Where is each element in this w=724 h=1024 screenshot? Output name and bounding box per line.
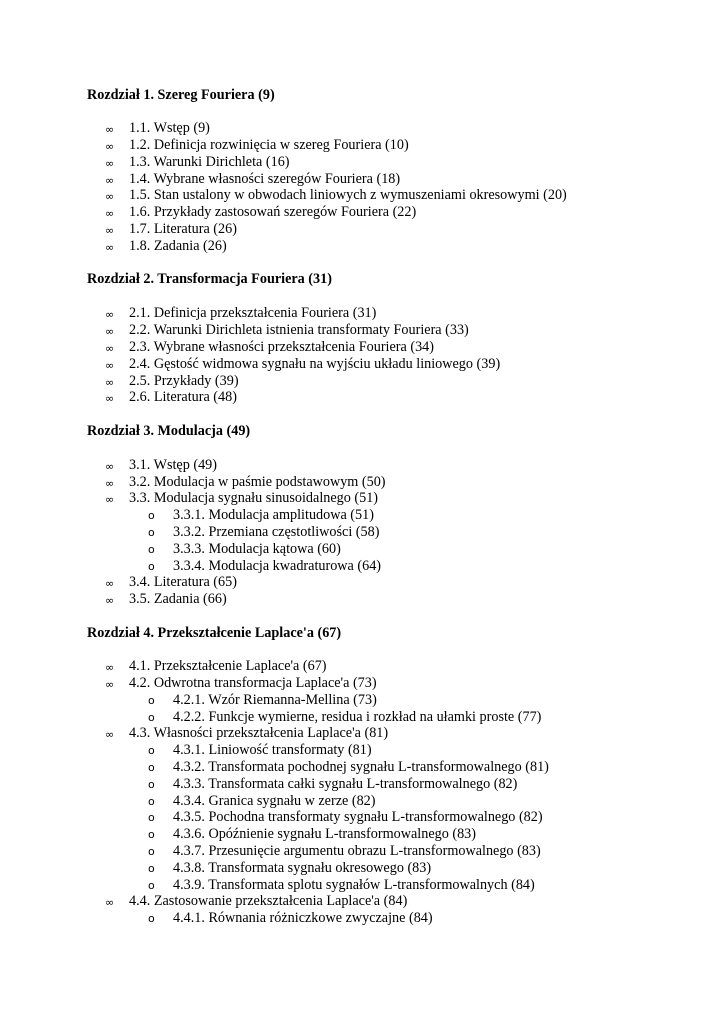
toc-item-text: 3.1. Wstęp (49)	[129, 457, 217, 473]
toc-item-text: 1.2. Definicja rozwinięcia w szereg Fouriera (10)	[129, 137, 409, 153]
infinity-bullet-icon: ∞	[105, 207, 115, 220]
toc-item-text: 3.2. Modulacja w paśmie podstawowym (50)	[129, 474, 386, 490]
toc-item-text: 2.6. Literatura (48)	[129, 389, 237, 405]
infinity-bullet-icon: ∞	[105, 661, 115, 674]
toc-item-text: 4.1. Przekształcenie Laplace'a (67)	[129, 658, 327, 674]
infinity-bullet-icon: ∞	[105, 174, 115, 187]
chapter-heading: Rozdział 2. Transformacja Fouriera (31)	[87, 271, 332, 287]
toc-subitem-text: 3.3.2. Przemiana częstotliwości (58)	[173, 524, 380, 540]
toc-subitem-text: 3.3.3. Modulacja kątowa (60)	[173, 541, 341, 557]
infinity-bullet-icon: ∞	[105, 392, 115, 405]
circle-bullet-icon: o	[148, 778, 155, 791]
infinity-bullet-icon: ∞	[105, 190, 115, 203]
toc-subitem-text: 4.2.1. Wzór Riemanna-Mellina (73)	[173, 692, 377, 708]
infinity-bullet-icon: ∞	[105, 376, 115, 389]
infinity-bullet-icon: ∞	[105, 577, 115, 590]
toc-item-text: 1.8. Zadania (26)	[129, 238, 227, 254]
toc-item-text: 2.4. Gęstość widmowa sygnału na wyjściu układu liniowego (39)	[129, 356, 501, 372]
chapter-heading: Rozdział 1. Szereg Fouriera (9)	[87, 87, 275, 103]
toc-subitem-text: 4.3.9. Transformata splotu sygnałów L-transformowalnych (84)	[173, 877, 535, 893]
toc-subitem-text: 3.3.1. Modulacja amplitudowa (51)	[173, 507, 374, 523]
circle-bullet-icon: o	[148, 879, 155, 892]
chapter-heading: Rozdział 4. Przekształcenie Laplace'a (67)	[87, 625, 342, 641]
infinity-bullet-icon: ∞	[105, 678, 115, 691]
toc-item-text: 2.3. Wybrane własności przekształcenia Fouriera (34)	[129, 339, 434, 355]
toc-subitem-text: 4.3.6. Opóźnienie sygnału L-transformowalnego (83)	[173, 826, 476, 842]
toc-item-text: 3.4. Literatura (65)	[129, 574, 237, 590]
toc-item-text: 1.7. Literatura (26)	[129, 221, 237, 237]
toc-subitem-text: 4.3.3. Transformata całki sygnału L-transformowalnego (82)	[173, 776, 518, 792]
toc-item-text: 3.3. Modulacja sygnału sinusoidalnego (51)	[129, 490, 379, 506]
toc-subitem-text: 4.4.1. Równania różniczkowe zwyczajne (84)	[173, 910, 433, 926]
toc-subitem-text: 4.3.4. Granica sygnału w zerze (82)	[173, 793, 376, 809]
toc-item-text: 4.2. Odwrotna transformacja Laplace'a (73)	[129, 675, 377, 691]
toc-subitem-text: 4.2.2. Funkcje wymierne, residua i rozkład na ułamki proste (77)	[173, 709, 542, 725]
infinity-bullet-icon: ∞	[105, 594, 115, 607]
infinity-bullet-icon: ∞	[105, 493, 115, 506]
infinity-bullet-icon: ∞	[105, 140, 115, 153]
toc-item-text: 2.2. Warunki Dirichleta istnienia transformaty Fouriera (33)	[129, 322, 469, 338]
circle-bullet-icon: o	[148, 526, 155, 539]
infinity-bullet-icon: ∞	[105, 224, 115, 237]
circle-bullet-icon: o	[148, 862, 155, 875]
infinity-bullet-icon: ∞	[105, 157, 115, 170]
infinity-bullet-icon: ∞	[105, 123, 115, 136]
infinity-bullet-icon: ∞	[105, 896, 115, 909]
circle-bullet-icon: o	[148, 845, 155, 858]
circle-bullet-icon: o	[148, 744, 155, 757]
toc-subitem-text: 4.3.1. Liniowość transformaty (81)	[173, 742, 372, 758]
toc-item-text: 1.4. Wybrane własności szeregów Fouriera (18)	[129, 171, 401, 187]
circle-bullet-icon: o	[148, 711, 155, 724]
toc-item-text: 2.5. Przykłady (39)	[129, 373, 239, 389]
circle-bullet-icon: o	[148, 912, 155, 925]
infinity-bullet-icon: ∞	[105, 728, 115, 741]
toc-subitem-text: 3.3.4. Modulacja kwadraturowa (64)	[173, 558, 382, 574]
circle-bullet-icon: o	[148, 811, 155, 824]
circle-bullet-icon: o	[148, 795, 155, 808]
toc-item-text: 3.5. Zadania (66)	[129, 591, 227, 607]
toc-item-text: 4.3. Własności przekształcenia Laplace'a (81)	[129, 725, 389, 741]
infinity-bullet-icon: ∞	[105, 241, 115, 254]
toc-subitem-text: 4.3.5. Pochodna transformaty sygnału L-transformowalnego (82)	[173, 809, 543, 825]
infinity-bullet-icon: ∞	[105, 359, 115, 372]
circle-bullet-icon: o	[148, 828, 155, 841]
circle-bullet-icon: o	[148, 560, 155, 573]
circle-bullet-icon: o	[148, 694, 155, 707]
infinity-bullet-icon: ∞	[105, 342, 115, 355]
infinity-bullet-icon: ∞	[105, 325, 115, 338]
toc-item-text: 2.1. Definicja przekształcenia Fouriera (31)	[129, 305, 377, 321]
circle-bullet-icon: o	[148, 543, 155, 556]
chapter-heading: Rozdział 3. Modulacja (49)	[87, 423, 251, 439]
toc-subitem-text: 4.3.2. Transformata pochodnej sygnału L-transformowalnego (81)	[173, 759, 549, 775]
circle-bullet-icon: o	[148, 509, 155, 522]
toc-item-text: 1.5. Stan ustalony w obwodach liniowych z wymuszeniami okresowymi (20)	[129, 187, 567, 203]
toc-item-text: 4.4. Zastosowanie przekształcenia Laplace'a (84)	[129, 893, 408, 909]
toc-item-text: 1.3. Warunki Dirichleta (16)	[129, 154, 290, 170]
infinity-bullet-icon: ∞	[105, 308, 115, 321]
toc-subitem-text: 4.3.8. Transformata sygnału okresowego (83)	[173, 860, 432, 876]
circle-bullet-icon: o	[148, 761, 155, 774]
infinity-bullet-icon: ∞	[105, 477, 115, 490]
toc-item-text: 1.1. Wstęp (9)	[129, 120, 210, 136]
infinity-bullet-icon: ∞	[105, 460, 115, 473]
toc-item-text: 1.6. Przykłady zastosowań szeregów Fouriera (22)	[129, 204, 417, 220]
toc-subitem-text: 4.3.7. Przesunięcie argumentu obrazu L-transformowalnego (83)	[173, 843, 541, 859]
